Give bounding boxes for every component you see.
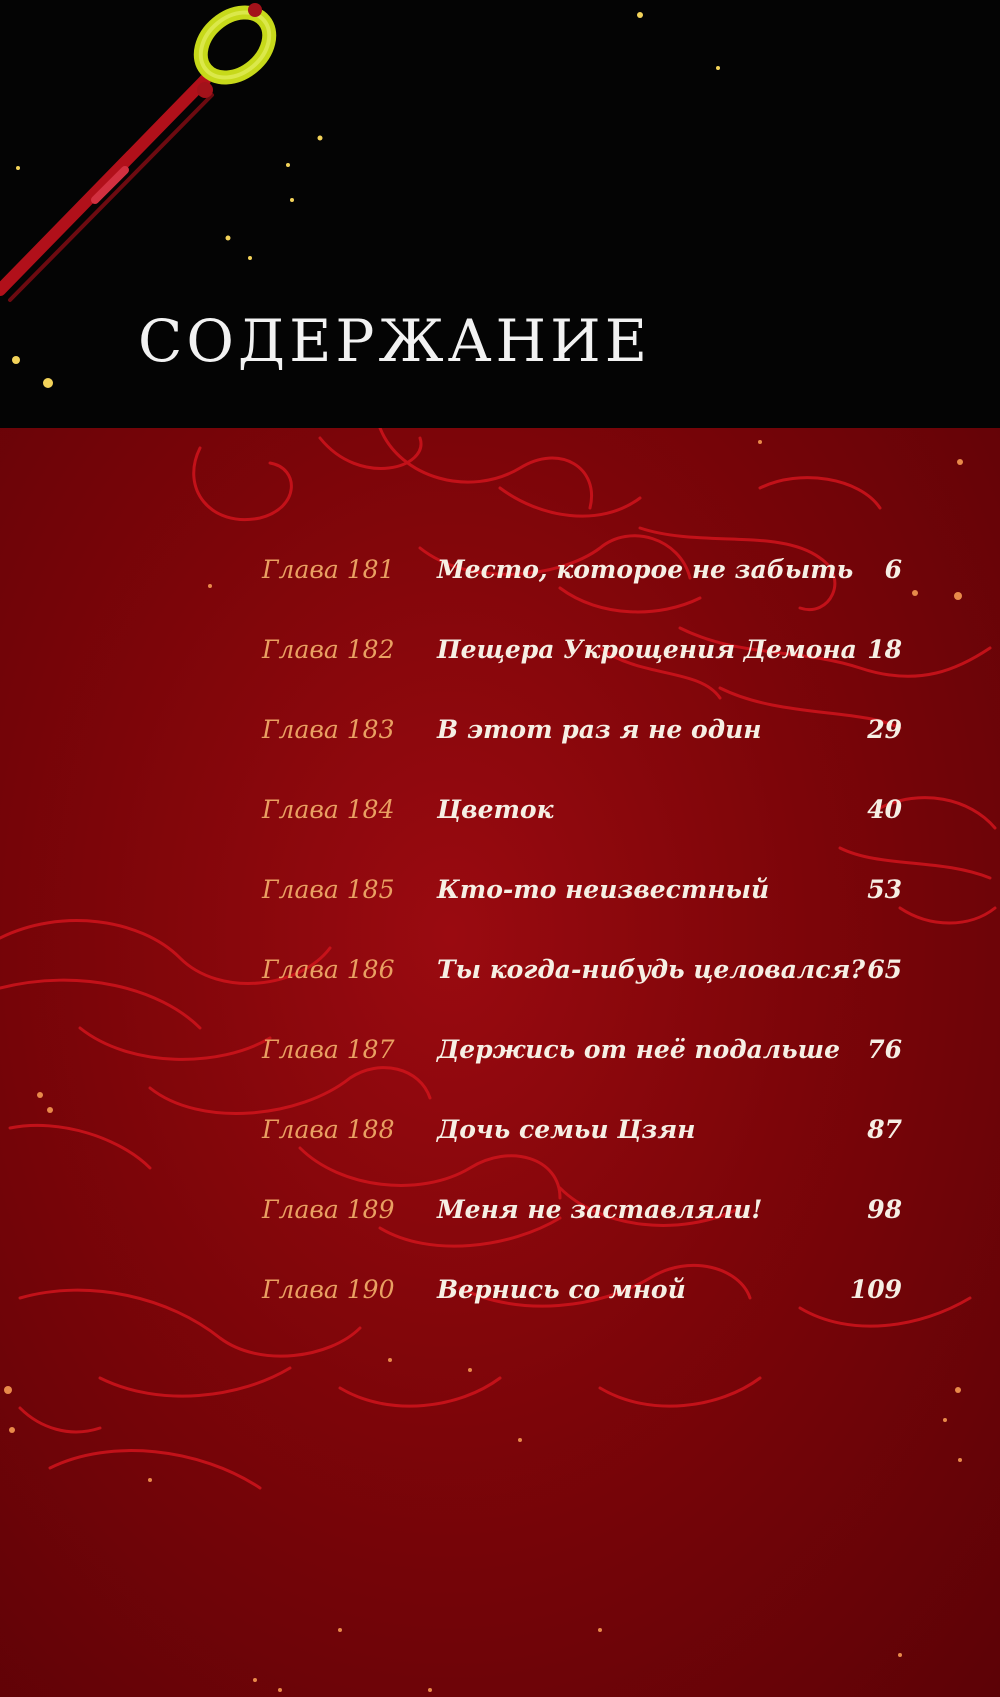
chapter-number: Глава 182 xyxy=(262,635,395,664)
chapter-title: Ты когда-нибудь целовался? xyxy=(437,955,865,984)
table-of-contents xyxy=(262,555,902,1355)
page-number: 53 xyxy=(867,875,902,904)
toc-entry[interactable] xyxy=(262,795,902,875)
chapter-number: Глава 189 xyxy=(262,1195,395,1224)
page-number: 87 xyxy=(867,1115,902,1144)
chapter-title: Держись от неё подальше xyxy=(437,1035,841,1064)
toc-entry[interactable] xyxy=(262,1195,902,1275)
chapter-number: Глава 186 xyxy=(262,955,395,984)
chapter-title: Дочь семьи Цзян xyxy=(437,1115,696,1144)
chapter-title: Цветок xyxy=(437,795,554,824)
chapter-title: Место, которое не забыть xyxy=(437,555,854,584)
chapter-title: Пещера Укрощения Демона xyxy=(437,635,857,664)
chapter-number: Глава 185 xyxy=(262,875,395,904)
chapter-number: Глава 183 xyxy=(262,715,395,744)
toc-entry[interactable] xyxy=(262,955,902,1035)
page-number: 65 xyxy=(867,955,902,984)
chapter-number: Глава 190 xyxy=(262,1275,395,1304)
chapter-title: В этот раз я не один xyxy=(437,715,762,744)
page-number: 6 xyxy=(884,555,902,584)
page-number: 76 xyxy=(867,1035,902,1064)
toc-entry[interactable] xyxy=(262,875,902,955)
toc-entry[interactable] xyxy=(262,1115,902,1195)
page-number: 98 xyxy=(867,1195,902,1224)
page-number: 18 xyxy=(867,635,902,664)
chapter-number: Глава 187 xyxy=(262,1035,395,1064)
chapter-number: Глава 181 xyxy=(262,555,395,584)
toc-entry[interactable] xyxy=(262,1035,902,1115)
chapter-number: Глава 184 xyxy=(262,795,395,824)
toc-entry[interactable] xyxy=(262,555,902,635)
chapter-title: Вернись со мной xyxy=(437,1275,686,1304)
toc-entry[interactable] xyxy=(262,715,902,795)
pendant-ornament-icon xyxy=(0,0,320,340)
page-number: 109 xyxy=(849,1275,902,1304)
page-number: 29 xyxy=(867,715,902,744)
page-title: СОДЕРЖАНИЕ xyxy=(138,307,652,375)
toc-entry[interactable] xyxy=(262,1275,902,1355)
chapter-number: Глава 188 xyxy=(262,1115,395,1144)
chapter-title: Кто-то неизвестный xyxy=(437,875,770,904)
chapter-title: Меня не заставляли! xyxy=(437,1195,763,1224)
page-number: 40 xyxy=(867,795,902,824)
toc-entry[interactable] xyxy=(262,635,902,715)
